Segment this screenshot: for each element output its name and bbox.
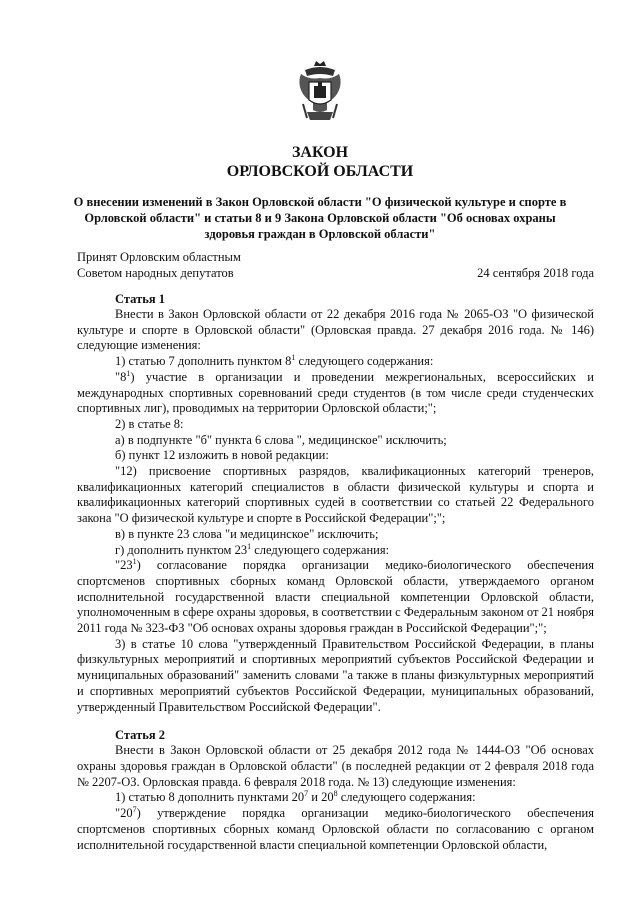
paragraph: б) пункт 12 изложить в новой редакции: [115, 448, 329, 463]
paragraph: г) дополнить пунктом $23^1$ следующего содержания: [115, 541, 390, 557]
paragraph: "$20^7$) утверждение порядка организации медико-биологического обеспечения спортсменов спортивных сборных команд Орловской области по согласованию с органом исполнительной государственной власти специальной компетенции Орловской области, [77, 804, 594, 852]
paragraph: 2) в статье 8: [115, 416, 184, 431]
adoption-note [77, 249, 377, 281]
law-title: ЗАКОН [291, 144, 349, 161]
coat-of-arms-icon [297, 60, 343, 126]
law-body [77, 291, 594, 853]
paragraph: "$23^1$) согласование порядка организации медико-биологического обеспечения спортсменов спортивных сборных команд Орловской области, утверждаемого органом исполнительной государственной власти специальной компетенции Орловской области, уполномоченным в сфере охраны здоровья, в соответствии с Федеральным законом от 21 ноября 2011 года № 323-ФЗ "Об основах охраны здоровья граждан в Российской Федерации";"; [77, 557, 594, 636]
article-heading: Статья 2 [115, 728, 165, 743]
paragraph: 1) статью 8 дополнить пунктами $20^7$ и $20^8$ следующего содержания: [115, 789, 476, 805]
paragraph: Внести в Закон Орловской области от 22 декабря 2016 года № 2065-ОЗ "О физической культуре и спорте в Орловской области" (Орловская правда. 27 декабря 2016 года. № 146) следующие изменения: [77, 307, 594, 353]
paragraph: "12) присвоение спортивных разрядов, квалификационных категорий тренеров, квалификационных категорий специалистов в области физической культуры и спорта и квалификационных категорий спортивных судей в соответствии со статьей 22 Федерального закона "О физической культуре и спорте в Российской Федерации";"; [77, 464, 594, 526]
law-subject: О внесении изменений в Закон Орловской области "О физической культуре и спорте в Орловской области" и статьи 8 и 9 Закона Орловской области "Об основах охраны здоровья граждан в Орловской области" [73, 195, 567, 241]
article-heading: Статья 1 [115, 292, 165, 306]
adoption-line: Советом народных депутатов [77, 266, 234, 280]
paragraph: 1) статью 7 дополнить пунктом $8^1$ следующего содержания: [115, 352, 434, 369]
paragraph: Внести в Закон Орловской области от 25 декабря 2012 года № 1444-ОЗ "Об основах охраны здоровья граждан в Орловской области" (в последней редакции от 2 февраля 2018 года № 2207-ОЗ. Орловская правда. 6 февраля 2018 года. № 13) следующие изменения: [77, 743, 594, 789]
paragraph: "$8^1$) участие в организации и проведении межрегиональных, всероссийских и международных спортивных соревнований среди студентов (в том числе среди студенческих спортивных лиг), проводимых на территории Орловской области;"; [77, 368, 594, 416]
paragraph: в) в пункте 23 слова "и медицинское" исключить; [115, 526, 379, 541]
paragraph: а) в подпункте "б" пункта 6 слова ", медицинское" исключить; [115, 432, 447, 447]
adoption-line: Принят Орловским областным [77, 250, 241, 264]
paragraph: 3) в статье 10 слова "утвержденный Правительством Российской Федерации, в планы физкультурных мероприятий и спортивных мероприятий субъектов Российской Федерации и муниципальных образований" заменить словами "а также в планы физкультурных мероприятий и спортивных мероприятий субъектов Российской Федерации, муниципальных образований, утвержденный Правительством Российской Федерации". [77, 636, 594, 714]
region-title: ОРЛОВСКОЙ ОБЛАСТИ [226, 163, 414, 180]
adoption-date: 24 сентября 2018 года [477, 266, 594, 280]
